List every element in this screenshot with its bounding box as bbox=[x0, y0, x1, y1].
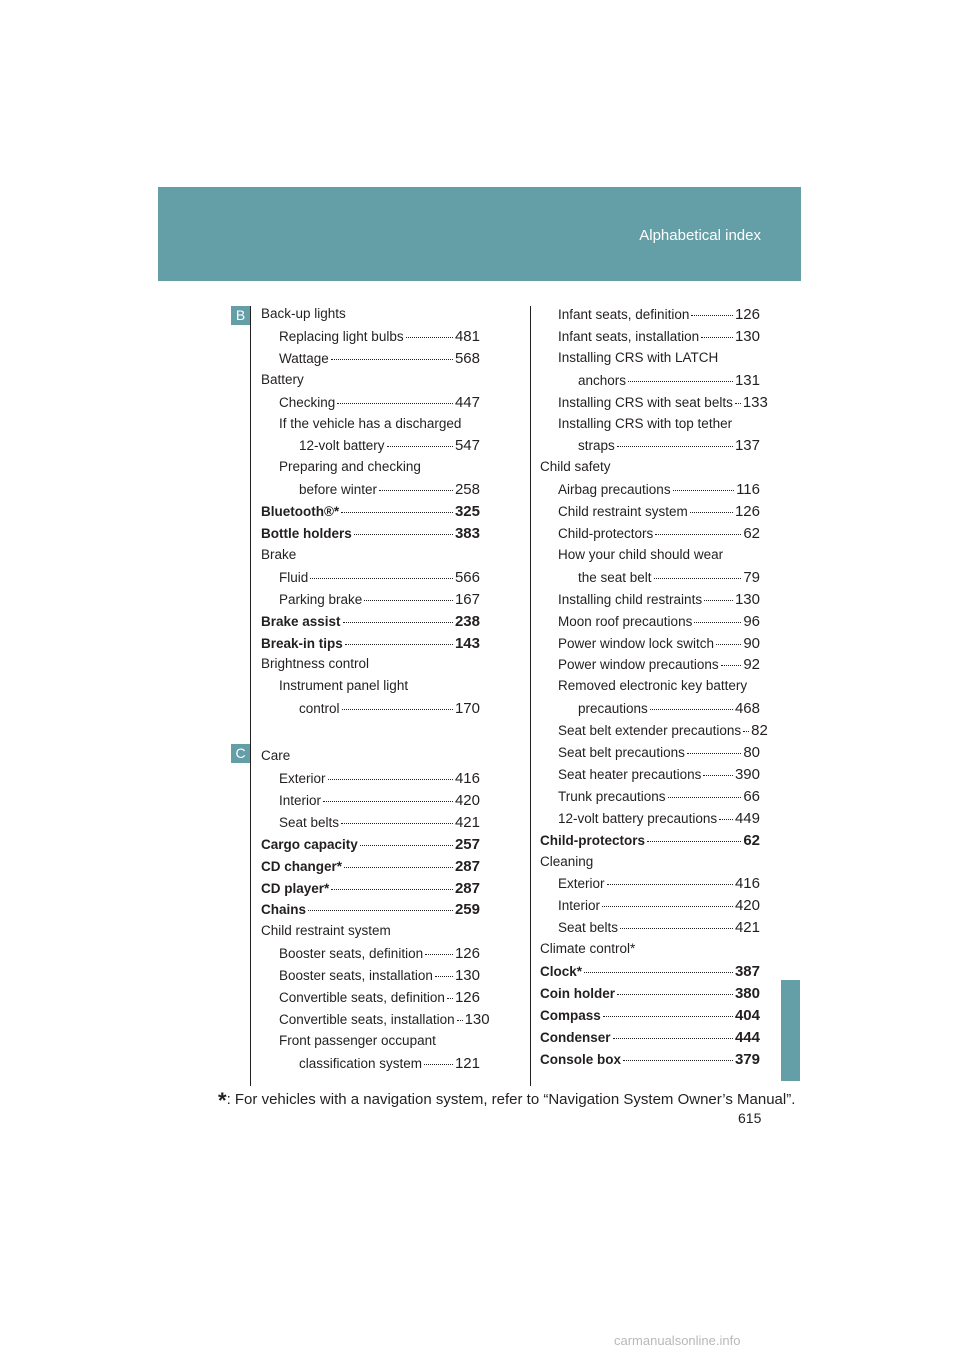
index-entry-page: 420 bbox=[454, 791, 480, 809]
leader-dots bbox=[387, 446, 453, 447]
index-entry-left bbox=[279, 394, 480, 411]
leader-dots bbox=[360, 845, 453, 846]
index-entry-page: 387 bbox=[734, 963, 760, 980]
index-entry-right bbox=[558, 393, 768, 411]
leader-dots bbox=[650, 709, 733, 710]
index-entry-left bbox=[261, 525, 480, 542]
index-entry-label: Installing CRS with seat belts bbox=[558, 394, 733, 410]
index-entry-page: 287 bbox=[454, 857, 480, 875]
index-entry-label: Seat belts bbox=[558, 920, 619, 936]
leader-dots bbox=[344, 867, 453, 868]
index-entry-left bbox=[279, 945, 480, 962]
index-entry-page: 92 bbox=[743, 656, 760, 674]
index-entry-page: 167 bbox=[454, 590, 480, 608]
leader-dots bbox=[687, 753, 741, 754]
leader-dots bbox=[603, 1016, 733, 1017]
index-entry-left bbox=[261, 880, 480, 897]
index-entry-left bbox=[279, 328, 480, 345]
index-entry-label: Seat belt extender precautions bbox=[558, 723, 742, 739]
index-entry-left bbox=[261, 613, 480, 630]
index-entry-page: 130 bbox=[734, 327, 760, 345]
leader-dots bbox=[364, 600, 453, 601]
index-entry-label: Coin holder bbox=[540, 985, 615, 1001]
leader-dots bbox=[343, 622, 453, 623]
index-entry-label: Moon roof precautions bbox=[558, 613, 693, 629]
section-letter-c: C bbox=[231, 744, 250, 763]
index-entry-right bbox=[540, 832, 760, 849]
index-entry-label: Seat belt precautions bbox=[558, 745, 685, 760]
index-entry-left bbox=[261, 372, 480, 387]
index-entry-left bbox=[261, 306, 480, 321]
index-entry-left bbox=[261, 635, 480, 652]
index-entry-left bbox=[261, 748, 480, 763]
index-entry-label: Break-in tips bbox=[261, 635, 343, 651]
leader-dots bbox=[704, 600, 733, 601]
index-entry-label: Fluid bbox=[279, 569, 309, 585]
index-entry-left bbox=[261, 547, 480, 562]
index-entry-page: 416 bbox=[454, 770, 480, 787]
leader-dots bbox=[584, 972, 733, 973]
leader-dots bbox=[425, 954, 453, 955]
leader-dots bbox=[668, 797, 742, 798]
index-entry-right bbox=[540, 1051, 760, 1068]
index-entry-page: 390 bbox=[734, 765, 760, 783]
index-entry-left bbox=[261, 836, 480, 853]
header-title: Alphabetical index bbox=[639, 227, 761, 244]
index-entry-page: 66 bbox=[743, 787, 760, 805]
index-entry-left bbox=[279, 569, 480, 586]
index-entry-page: 82 bbox=[751, 722, 768, 740]
index-entry-label: Booster seats, definition bbox=[279, 946, 424, 962]
index-entry-label: Climate control* bbox=[540, 941, 636, 957]
index-entry-label: Console box bbox=[540, 1051, 622, 1067]
index-entry-right bbox=[540, 1007, 760, 1024]
leader-dots bbox=[447, 998, 453, 999]
index-entry-left bbox=[279, 792, 480, 809]
leader-dots bbox=[716, 644, 741, 645]
index-entry-page: 258 bbox=[454, 481, 480, 499]
index-entry-right bbox=[558, 919, 760, 936]
leader-dots bbox=[342, 709, 453, 710]
index-entry-label: Convertible seats, installation bbox=[279, 1011, 455, 1027]
index-entry-page: 130 bbox=[734, 590, 760, 608]
index-entry-page: 325 bbox=[454, 503, 480, 521]
leader-dots bbox=[331, 359, 453, 360]
leader-dots bbox=[703, 775, 733, 776]
index-entry-label: Parking brake bbox=[279, 591, 363, 607]
index-entry-page: 447 bbox=[454, 393, 480, 411]
index-entry-label: Power window lock switch bbox=[558, 635, 715, 651]
index-entry-label: How your child should wear bbox=[558, 546, 724, 562]
index-entry-label: Booster seats, installation bbox=[279, 968, 433, 984]
index-entry-page: 404 bbox=[734, 1006, 760, 1024]
leader-dots bbox=[691, 315, 733, 316]
index-entry-page: 130 bbox=[464, 1010, 490, 1028]
index-entry-page: 133 bbox=[742, 393, 768, 411]
index-entry-right bbox=[540, 941, 760, 956]
index-entry-page: 96 bbox=[743, 612, 760, 630]
index-entry-page: 238 bbox=[454, 612, 480, 630]
index-entry-page: 126 bbox=[454, 989, 480, 1006]
index-entry-label: Seat heater precautions bbox=[558, 766, 702, 782]
leader-dots bbox=[613, 1038, 733, 1039]
watermark: carmanualsonline.info bbox=[614, 1333, 741, 1348]
leader-dots bbox=[337, 403, 453, 404]
index-entry-left bbox=[261, 923, 480, 938]
index-entry-label: Installing child restraints bbox=[558, 591, 703, 607]
leader-dots bbox=[654, 578, 742, 579]
index-entry-label: Trunk precautions bbox=[558, 788, 666, 804]
index-entry-left bbox=[279, 1010, 490, 1028]
index-entry-left bbox=[279, 459, 480, 474]
index-entry-left bbox=[299, 700, 480, 717]
index-entry-label: Chains bbox=[261, 902, 307, 918]
leader-dots bbox=[323, 801, 453, 802]
index-entry-page: 481 bbox=[454, 327, 480, 345]
index-entry-right bbox=[558, 788, 760, 805]
index-entry-label: Battery bbox=[261, 371, 304, 387]
index-entry-right bbox=[558, 897, 760, 914]
index-entry-label: Interior bbox=[279, 792, 322, 808]
index-entry-right bbox=[558, 481, 760, 498]
index-entry-page: 130 bbox=[454, 967, 480, 985]
index-entry-label: Brightness control bbox=[261, 656, 370, 672]
index-entry-page: 62 bbox=[743, 831, 760, 849]
index-entry-page: 116 bbox=[736, 481, 760, 499]
index-entry-left bbox=[261, 858, 480, 875]
index-entry-right bbox=[558, 350, 760, 365]
leader-dots bbox=[617, 446, 733, 447]
index-entry-page: 287 bbox=[454, 879, 480, 897]
index-entry-right bbox=[558, 744, 760, 761]
index-entry-right bbox=[558, 810, 760, 827]
index-entry-left bbox=[279, 1033, 480, 1048]
index-entry-page: 568 bbox=[454, 349, 480, 367]
index-entry-page: 547 bbox=[454, 437, 480, 455]
index-entry-page: 131 bbox=[734, 371, 760, 389]
index-entry-label: Interior bbox=[558, 898, 601, 914]
leader-dots bbox=[331, 889, 453, 890]
leader-dots bbox=[354, 534, 453, 535]
leader-dots bbox=[617, 994, 733, 995]
leader-dots bbox=[341, 512, 453, 513]
section-thumb-tab bbox=[781, 980, 800, 1081]
index-entry-label: Cleaning bbox=[540, 853, 594, 869]
index-entry-right bbox=[558, 525, 760, 542]
index-entry-left bbox=[299, 1055, 480, 1072]
page-number: 615 bbox=[738, 1110, 762, 1126]
index-entry-right bbox=[558, 722, 768, 740]
index-entry-left bbox=[279, 350, 480, 367]
index-entry-label: the seat belt bbox=[578, 569, 652, 585]
index-entry-page: 126 bbox=[734, 503, 760, 521]
index-entry-left bbox=[261, 503, 480, 520]
index-entry-label: control bbox=[299, 701, 340, 717]
leader-dots bbox=[743, 731, 749, 732]
index-entry-page: 143 bbox=[454, 634, 480, 652]
leader-dots bbox=[647, 841, 741, 842]
leader-dots bbox=[690, 512, 733, 513]
index-entry-page: 257 bbox=[454, 835, 480, 853]
index-entry-label: If the vehicle has a discharged bbox=[279, 415, 462, 431]
leader-dots bbox=[406, 337, 453, 338]
leader-dots bbox=[628, 381, 733, 382]
leader-dots bbox=[308, 910, 453, 911]
index-entry-left bbox=[279, 989, 480, 1006]
index-entry-right bbox=[558, 306, 760, 323]
index-entry-left bbox=[279, 814, 480, 831]
index-entry-label: Brake bbox=[261, 546, 297, 562]
index-entry-left bbox=[279, 967, 480, 984]
index-entry-page: 380 bbox=[734, 984, 760, 1002]
index-entry-right bbox=[558, 503, 760, 520]
index-entry-left bbox=[261, 656, 480, 671]
index-entry-label: before winter bbox=[299, 482, 378, 498]
index-entry-right bbox=[540, 963, 760, 980]
index-entry-page: 259 bbox=[454, 901, 480, 919]
index-entry-page: 468 bbox=[734, 700, 760, 718]
footnote bbox=[218, 1088, 795, 1114]
index-entry-right bbox=[578, 437, 760, 454]
index-entry-page: 62 bbox=[743, 525, 760, 542]
index-entry-right bbox=[558, 635, 760, 652]
leader-dots bbox=[719, 819, 733, 820]
index-entry-page: 379 bbox=[734, 1050, 760, 1068]
index-entry-label: anchors bbox=[578, 372, 627, 388]
index-entry-label: Removed electronic key battery bbox=[558, 678, 748, 694]
index-entry-label: Back-up lights bbox=[261, 306, 346, 321]
index-entry-label: classification system bbox=[299, 1055, 423, 1071]
index-entry-label: Brake assist bbox=[261, 613, 341, 629]
index-entry-label: 12-volt battery bbox=[299, 438, 385, 454]
index-entry-left bbox=[279, 591, 480, 608]
leader-dots bbox=[424, 1064, 453, 1065]
index-entry-label: Replacing light bulbs bbox=[279, 328, 404, 344]
index-entry-page: 121 bbox=[454, 1054, 480, 1072]
index-entry-label: Power window precautions bbox=[558, 657, 719, 673]
index-entry-left bbox=[279, 678, 480, 693]
index-entry-right bbox=[578, 700, 760, 717]
leader-dots bbox=[673, 490, 735, 491]
index-entry-page: 444 bbox=[734, 1028, 760, 1046]
index-entry-label: straps bbox=[578, 438, 615, 454]
index-entry-page: 79 bbox=[743, 568, 760, 586]
footnote-star: * bbox=[218, 1088, 227, 1113]
index-entry-right bbox=[578, 372, 760, 389]
leader-dots bbox=[435, 976, 453, 977]
index-entry-label: Compass bbox=[540, 1007, 601, 1023]
header-band bbox=[158, 187, 801, 281]
index-entry-left bbox=[299, 481, 480, 498]
index-entry-page: 421 bbox=[734, 919, 760, 937]
index-entry-label: Child safety bbox=[540, 459, 611, 475]
index-entry-label: Exterior bbox=[279, 771, 326, 786]
index-entry-label: Cargo capacity bbox=[261, 836, 358, 852]
index-entry-right bbox=[558, 678, 760, 693]
index-entry-right bbox=[558, 416, 760, 431]
index-entry-label: CD changer* bbox=[261, 858, 343, 874]
index-entry-page: 126 bbox=[734, 306, 760, 323]
leader-dots bbox=[623, 1060, 733, 1061]
leader-dots bbox=[345, 644, 453, 645]
index-entry-label: Installing CRS with LATCH bbox=[558, 349, 719, 365]
index-entry-label: Infant seats, definition bbox=[558, 307, 690, 322]
leader-dots bbox=[701, 337, 733, 338]
index-entry-page: 126 bbox=[454, 945, 480, 963]
left-column-divider bbox=[250, 306, 251, 1086]
index-entry-label: Care bbox=[261, 748, 291, 764]
leader-dots bbox=[328, 779, 453, 780]
index-entry-label: Exterior bbox=[558, 876, 605, 892]
leader-dots bbox=[620, 928, 733, 929]
index-entry-right bbox=[540, 854, 760, 869]
index-entry-page: 137 bbox=[734, 437, 760, 455]
index-entry-right bbox=[558, 613, 760, 630]
index-entry-left bbox=[261, 901, 480, 918]
index-entry-label: Bluetooth®* bbox=[261, 504, 340, 520]
index-entry-right bbox=[558, 328, 760, 345]
leader-dots bbox=[341, 823, 453, 824]
index-entry-label: Bottle holders bbox=[261, 526, 352, 541]
index-entry-page: 416 bbox=[734, 875, 760, 893]
index-entry-left bbox=[299, 437, 480, 454]
index-entry-right bbox=[578, 569, 760, 586]
center-column-divider bbox=[530, 306, 531, 1086]
index-entry-page: 170 bbox=[454, 700, 480, 718]
index-entry-right bbox=[540, 985, 760, 1002]
leader-dots bbox=[694, 622, 741, 623]
index-entry-page: 449 bbox=[734, 809, 760, 827]
leader-dots bbox=[379, 490, 453, 491]
index-entry-label: Condenser bbox=[540, 1029, 611, 1045]
index-entry-label: Checking bbox=[279, 394, 336, 410]
index-entry-label: Instrument panel light bbox=[279, 678, 409, 694]
index-entry-label: Preparing and checking bbox=[279, 459, 421, 475]
index-entry-label: CD player* bbox=[261, 880, 330, 896]
index-entry-label: Child restraint system bbox=[558, 504, 688, 520]
index-entry-label: Installing CRS with top tether bbox=[558, 415, 733, 431]
index-entry-label: 12-volt battery precautions bbox=[558, 810, 718, 826]
index-entry-left bbox=[279, 416, 480, 431]
section-letter-b: B bbox=[231, 306, 250, 325]
index-entry-label: Child restraint system bbox=[261, 923, 391, 939]
index-entry-right bbox=[558, 547, 760, 562]
leader-dots bbox=[310, 578, 453, 579]
leader-dots bbox=[457, 1020, 463, 1021]
index-entry-label: Clock* bbox=[540, 964, 583, 979]
index-entry-left bbox=[279, 770, 480, 787]
index-entry-right bbox=[558, 875, 760, 892]
index-entry-page: 566 bbox=[454, 568, 480, 586]
index-entry-label: Wattage bbox=[279, 350, 329, 366]
index-entry-page: 80 bbox=[743, 744, 760, 761]
leader-dots bbox=[721, 665, 742, 666]
index-entry-label: Convertible seats, definition bbox=[279, 990, 445, 1005]
index-entry-label: precautions bbox=[578, 701, 648, 717]
leader-dots bbox=[735, 403, 741, 404]
index-entry-right bbox=[540, 1029, 760, 1046]
footnote-text: : For vehicles with a navigation system, refer to “Navigation System Owner’s Manual”. bbox=[226, 1091, 796, 1108]
index-entry-page: 90 bbox=[743, 634, 760, 652]
leader-dots bbox=[607, 884, 733, 885]
index-entry-page: 383 bbox=[454, 525, 480, 542]
index-entry-right bbox=[558, 766, 760, 783]
index-entry-label: Child-protectors bbox=[558, 526, 654, 541]
leader-dots bbox=[602, 906, 733, 907]
index-entry-label: Child-protectors bbox=[540, 832, 646, 848]
index-entry-page: 421 bbox=[454, 813, 480, 831]
index-entry-label: Airbag precautions bbox=[558, 482, 671, 498]
index-entry-page: 420 bbox=[734, 897, 760, 915]
index-entry-right bbox=[540, 459, 760, 474]
index-entry-right bbox=[558, 591, 760, 608]
index-entry-label: Seat belts bbox=[279, 814, 340, 830]
leader-dots bbox=[655, 534, 741, 535]
index-entry-label: Front passenger occupant bbox=[279, 1032, 436, 1048]
index-entry-right bbox=[558, 656, 760, 673]
index-entry-label: Infant seats, installation bbox=[558, 328, 700, 344]
